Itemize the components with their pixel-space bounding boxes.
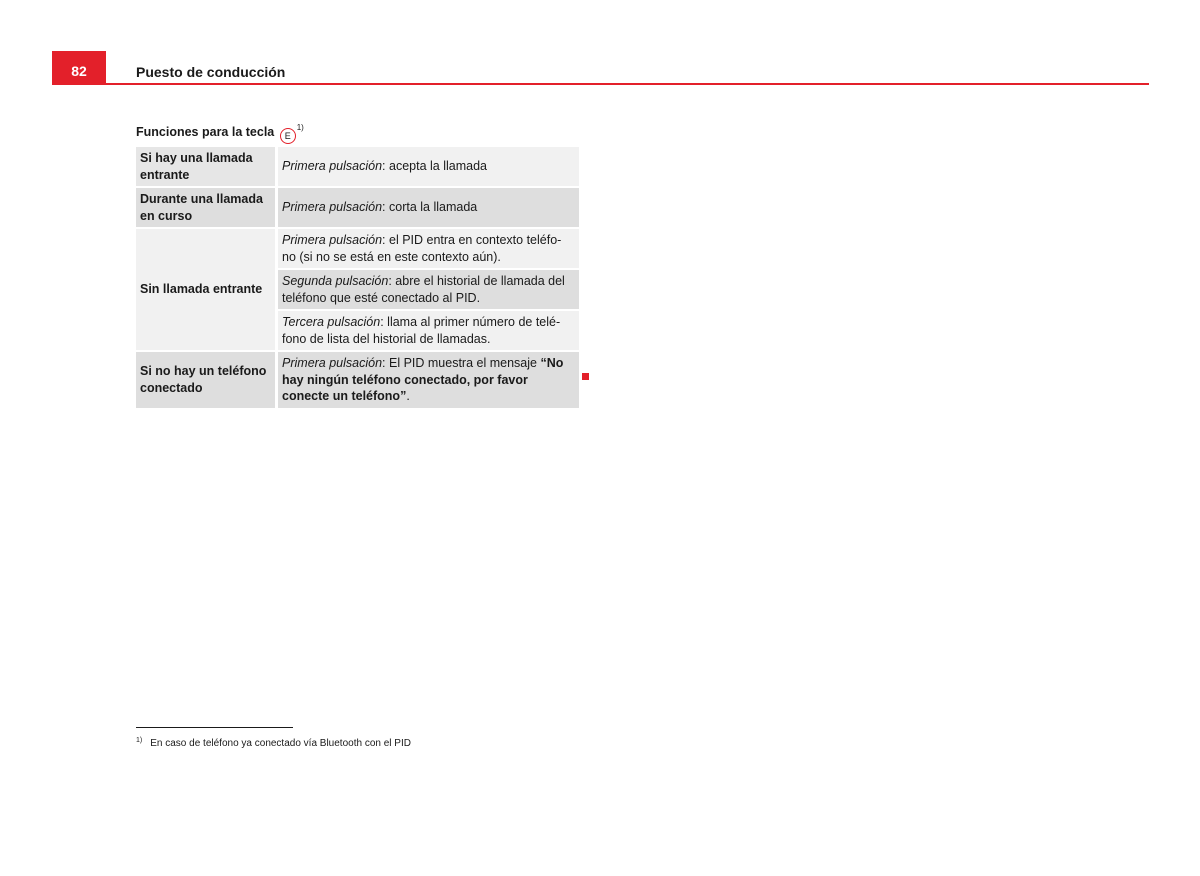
press-text: : acepta la llamada xyxy=(382,159,487,174)
press-text: : el PID entra en contexto teléfo-no (si no se está en este contexto aún). xyxy=(282,233,562,264)
press-message: “No hay ningún teléfono conectado, por favor conecte un teléfono” xyxy=(282,356,564,403)
footnote-text: En caso de teléfono ya conectado vía Bluetooth con el PID xyxy=(150,738,411,749)
row-description xyxy=(277,147,580,187)
press-text: : El PID muestra el mensaje xyxy=(382,356,541,370)
press-label: Primera pulsación xyxy=(282,159,383,174)
section-title-text: Funciones para la tecla xyxy=(136,125,275,139)
press-label: Tercera pulsación xyxy=(282,315,381,329)
row-label: Durante una llamada en curso xyxy=(136,187,277,228)
row-description xyxy=(277,269,580,310)
section-end-marker xyxy=(582,373,589,380)
key-e-icon: E xyxy=(280,128,296,144)
row-label: Si hay una llamada entrante xyxy=(136,147,277,187)
press-text: : abre el historial de llamada del teléfono que esté conectado al PID. xyxy=(282,274,565,305)
row-description xyxy=(277,310,580,351)
footnote-mark: 1) xyxy=(136,737,143,744)
table-row xyxy=(136,228,579,269)
functions-table xyxy=(136,147,579,408)
footnote xyxy=(136,737,411,749)
table-row xyxy=(136,351,579,408)
row-label: Si no hay un teléfono conectado xyxy=(136,351,277,408)
footnote-rule xyxy=(136,727,293,728)
press-label: Primera pulsación xyxy=(282,233,383,247)
header-rule xyxy=(52,83,1149,85)
row-description xyxy=(277,351,580,408)
page-number: 82 xyxy=(52,51,106,85)
row-label: Sin llamada entrante xyxy=(136,228,277,351)
table-row xyxy=(136,187,579,228)
section-title xyxy=(136,123,304,144)
press-label: Primera pulsación xyxy=(282,200,383,215)
row-description xyxy=(277,187,580,228)
footnote-ref: 1) xyxy=(296,123,304,132)
press-text: : llama al primer número de telé-fono de lista del historial de llamadas. xyxy=(282,315,561,346)
press-text: : corta la llamada xyxy=(382,200,478,215)
press-label: Primera pulsación xyxy=(282,356,383,370)
press-label: Segunda pulsación xyxy=(282,274,389,288)
table-row xyxy=(136,147,579,187)
row-description xyxy=(277,228,580,269)
chapter-title: Puesto de conducción xyxy=(136,64,286,80)
press-suffix: . xyxy=(406,389,410,403)
